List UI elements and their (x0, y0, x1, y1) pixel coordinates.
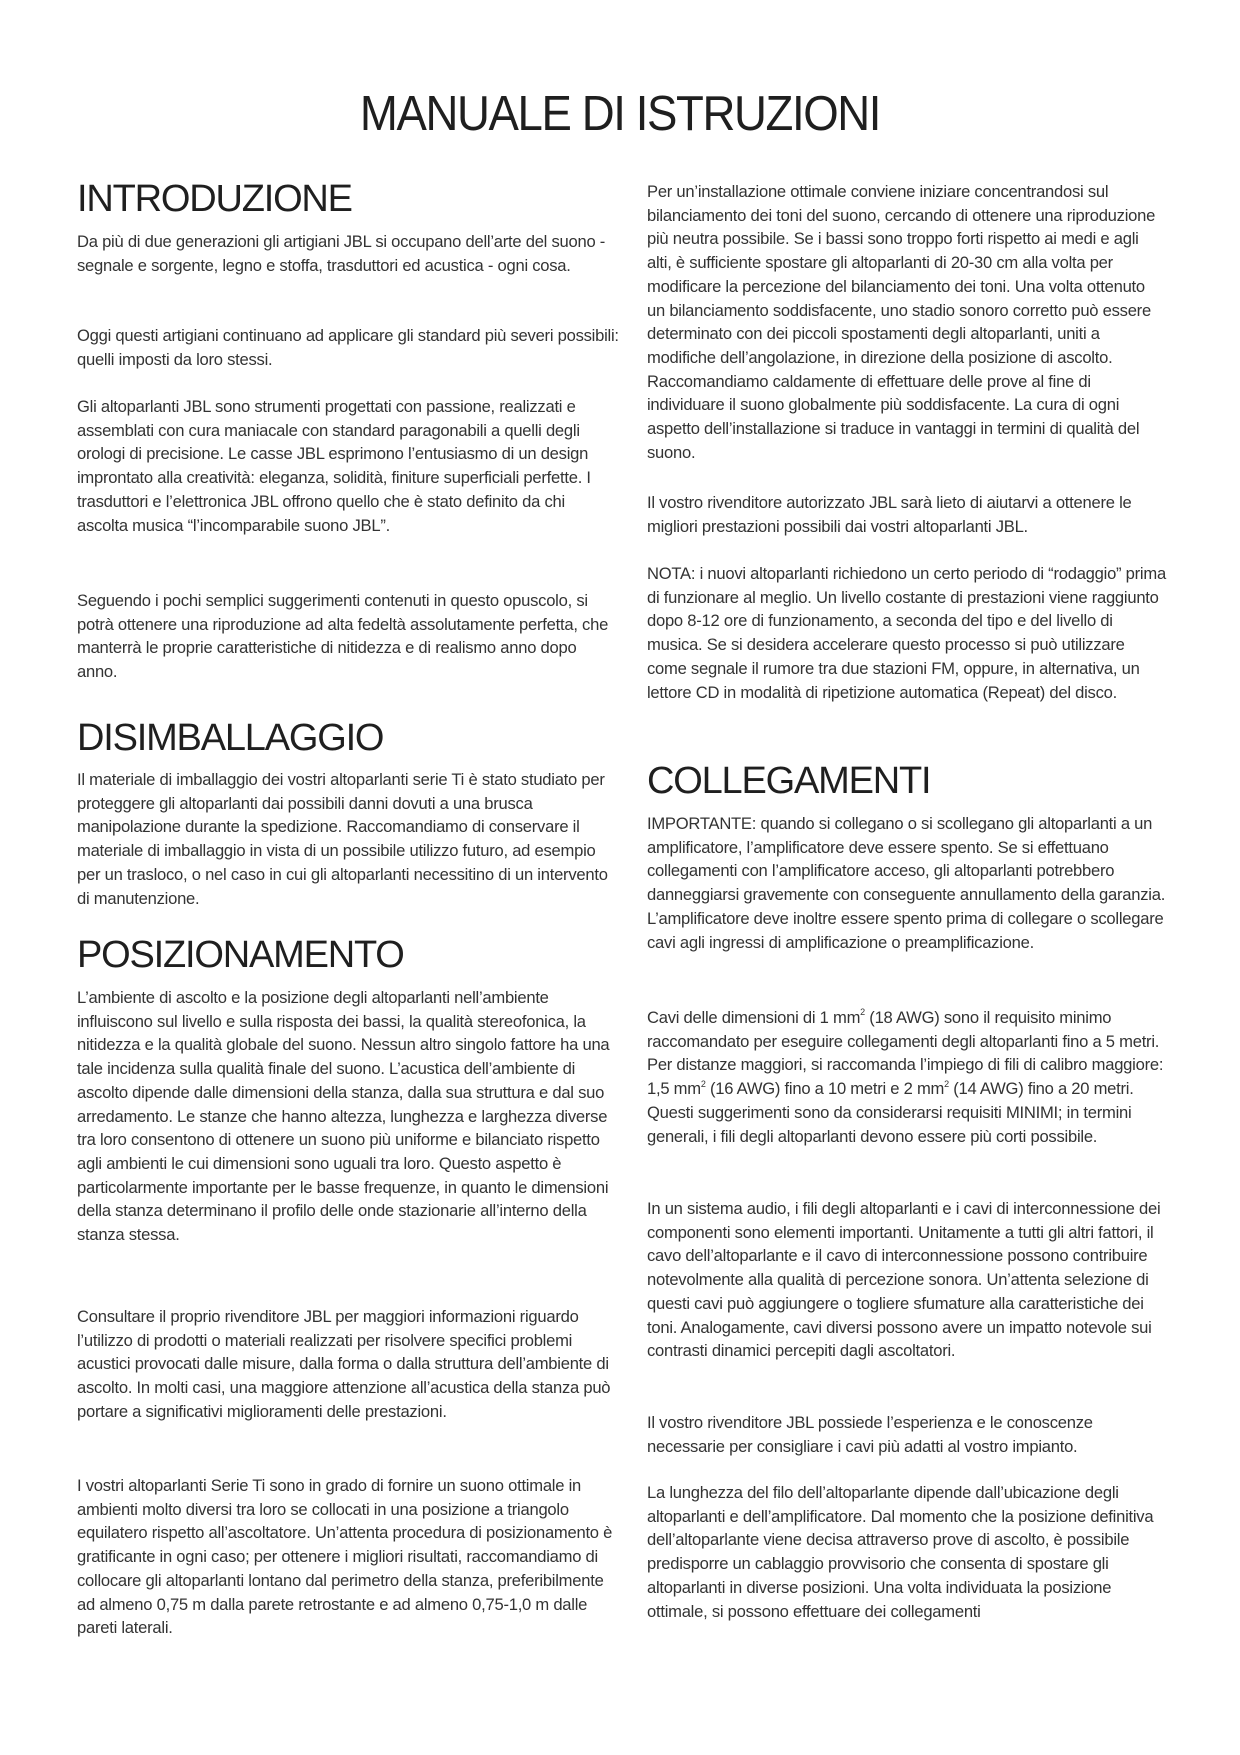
intro-paragraph-3: Gli altoparlanti JBL sono strumenti progettati con passione, realizzati e assemblati con cura maniacale con standard paragonabili a quelli degli orologi di precisione. Le casse JBL esprimono l’entusiasmo di un design improntato alla creatività: eleganza, solidità, finiture superficiali perfette. I trasduttori e l’elettronica JBL offrono quello che è stato definito da chi ascolta musica “l’incomparabile suono JBL”. (77, 397, 591, 535)
heading-introduzione: INTRODUZIONE (77, 178, 352, 220)
intro-paragraph-4: Seguendo i pochi semplici suggerimenti contenuti in questo opuscolo, si potrà ottenere una riproduzione ad alta fedeltà assolutamente perfetta, che manterrà le proprie caratteristiche di nitidezza e di realismo anno dopo anno. (77, 591, 609, 682)
collegamenti-paragraph-1: IMPORTANTE: quando si collegano o si scollegano gli altoparlanti a un amplificatore, l’amplificatore deve essere spento. Se si effettuano collegamenti con l’amplificatore acceso, gli altoparlanti potrebbero danneggiarsi gravemente con conseguente annullamento della garanzia. L’amplificatore deve inoltre essere spento prima di collegare o scollegare cavi agli ingressi di amplificazione o preamplificazione. (647, 814, 1166, 952)
heading-disimballaggio: DISIMBALLAGGIO (77, 717, 384, 759)
intro-paragraph-1: Da più di due generazioni gli artigiani JBL si occupano dell’arte del suono - segnale e sorgente, legno e stoffa, trasduttori ed acustica - ogni cosa. (77, 232, 606, 275)
posizionamento-paragraph-4: Per un’installazione ottimale conviene iniziare concentrandosi sul bilanciamento dei toni del suono, cercando di ottenere una riproduzione più neutra possibile. Se i bassi sono troppo forti rispetto ai medi e agli alti, è sufficiente spostare gli altoparlanti di 20-30 cm alla volta per modificare la percezione del bilanciamento dei toni. Una volta ottenuto un bilanciamento soddisfacente, uno stadio sonoro corretto può essere determinato con dei piccoli spostamenti degli altoparlanti, uniti a modifiche dell’angolazione, in direzione della posizione di ascolto. Raccomandiamo caldamente di effettuare delle prove al fine di individuare il suono globalmente più soddisfacente. La cura di ogni aspetto dell’installazione si traduce in vantaggi in termini di qualità del suono. (647, 182, 1156, 462)
disimballaggio-paragraph: Il materiale di imballaggio dei vostri altoparlanti serie Ti è stato studiato per proteggere gli altoparlanti dai possibili danni dovuti a una brusca manipolazione durante la spedizione. Raccomandiamo di conservare il materiale di imballaggio in vista di un possibile utilizzo futuro, ad esempio per un trasloco, o nel caso in cui gli altoparlanti necessitino di un intervento di manutenzione. (77, 770, 608, 908)
posizionamento-paragraph-5: Il vostro rivenditore autorizzato JBL sarà lieto di aiutarvi a ottenere le migliori prestazioni possibili dai vostri altoparlanti JBL. (647, 493, 1132, 536)
posizionamento-paragraph-3: I vostri altoparlanti Serie Ti sono in grado di fornire un suono ottimale in ambienti molto diversi tra loro se collocati in una posizione a triangolo equilatero rispetto all’ascoltatore. Un’attenta procedura di posizionamento è gratificante in ogni caso; per ottenere i migliori risultati, raccomandiamo di collocare gli altoparlanti lontano dal perimetro della stanza, preferibilmente ad almeno 0,75 m dalla parete retrostante e ad almeno 0,75-1,0 m dalle pareti laterali. (77, 1476, 613, 1638)
posizionamento-paragraph-1: L’ambiente di ascolto e la posizione degli altoparlanti nell’ambiente influiscono sul livello e sulla risposta dei bassi, la qualità stereofonica, la nitidezza e la qualità globale del suono. Nessun altro singolo fattore ha una tale incidenza sulla qualità finale del suono. L’acustica dell’ambiente di ascolto dipende dalle dimensioni della stanza, dalla sua struttura e dal suo arredamento. Le stanze che hanno altezza, lunghezza e larghezza diverse tra loro consentono di ottenere un suono più uniforme e bilanciato rispetto agli ambienti le cui dimensioni sono uguali tra loro. Questo aspetto è particolarmente importante per le basse frequenze, in quanto le dimensioni della stanza determinano il profilo delle onde stazionarie all’interno della stanza stessa. (77, 988, 610, 1245)
collegamenti-paragraph-3: In un sistema audio, i fili degli altoparlanti e i cavi di interconnessione dei componenti sono elementi importanti. Unitamente a tutti gli altri fattori, il cavo dell’altoparlante e il cavo di interconnessione possono contribuire notevolmente alla qualità di percezione sonora. Un’attenta selezione di questi cavi può aggiungere o togliere sfumature alla caratteristiche dei toni. Analogamente, cavi diversi possono avere un impatto notevole sui contrasti dinamici percepiti dagli ascoltatori. (647, 1199, 1161, 1361)
heading-collegamenti: COLLEGAMENTI (647, 760, 931, 802)
posizionamento-note: NOTA: i nuovi altoparlanti richiedono un certo periodo di “rodaggio” prima di funzionare al meglio. Un livello costante di prestazioni viene raggiunto dopo 8-12 ore di funzionamento, a seconda del tipo e del livello di musica. Se si desidera accelerare questo processo si può utilizzare come segnale il rumore tra due stazioni FM, oppure, in alternativa, un lettore CD in modalità di ripetizione automatica (Repeat) del disco. (647, 564, 1166, 702)
page-title: MANUALE DI ISTRUZIONI (359, 87, 881, 141)
collegamenti-paragraph-5: La lunghezza del filo dell’altoparlante dipende dall’ubicazione degli altoparlanti e dell’amplificatore. Dal momento che la posizione definitiva dell’altoparlante viene decisa attraverso prove di ascolto, è possibile predisporre un cablaggio provvisorio che consenta di spostare gli altoparlanti in diverse posizioni. Una volta individuata la posizione ottimale, si possono effettuare dei collegamenti (647, 1483, 1154, 1621)
collegamenti-paragraph-2: Cavi delle dimensioni di 1 $mm^2$ (18 AWG) sono il requisito minimo raccomandato per eseguire collegamenti degli altoparlanti fino a 5 metri. Per distanze maggiori, si raccomanda l’impiego di fili di calibro maggiore: 1,5 $mm^2$ (16 AWG) fino a 10 metri e 2 $mm^2$ (14 AWG) fino a 20 metri. Questi suggerimenti sono da considerarsi requisiti MINIMI; in termini generali, i fili degli altoparlanti devono essere più corti possibile. (647, 1007, 1164, 1146)
intro-paragraph-2: Oggi questi artigiani continuano ad applicare gli standard più severi possibili: quelli imposti da loro stessi. (77, 326, 619, 369)
collegamenti-paragraph-4: Il vostro rivenditore JBL possiede l’esperienza e le conoscenze necessarie per consigliare i cavi più adatti al vostro impianto. (647, 1413, 1093, 1456)
heading-posizionamento: POSIZIONAMENTO (77, 934, 404, 976)
posizionamento-paragraph-2: Consultare il proprio rivenditore JBL per maggiori informazioni riguardo l’utilizzo di prodotti o materiali realizzati per risolvere specifici problemi acustici provocati dalle misure, dalla forma o dalla struttura dell’ambiente di ascolto. In molti casi, una maggiore attenzione all’acustica della stanza può portare a significativi miglioramenti delle prestazioni. (77, 1307, 611, 1421)
